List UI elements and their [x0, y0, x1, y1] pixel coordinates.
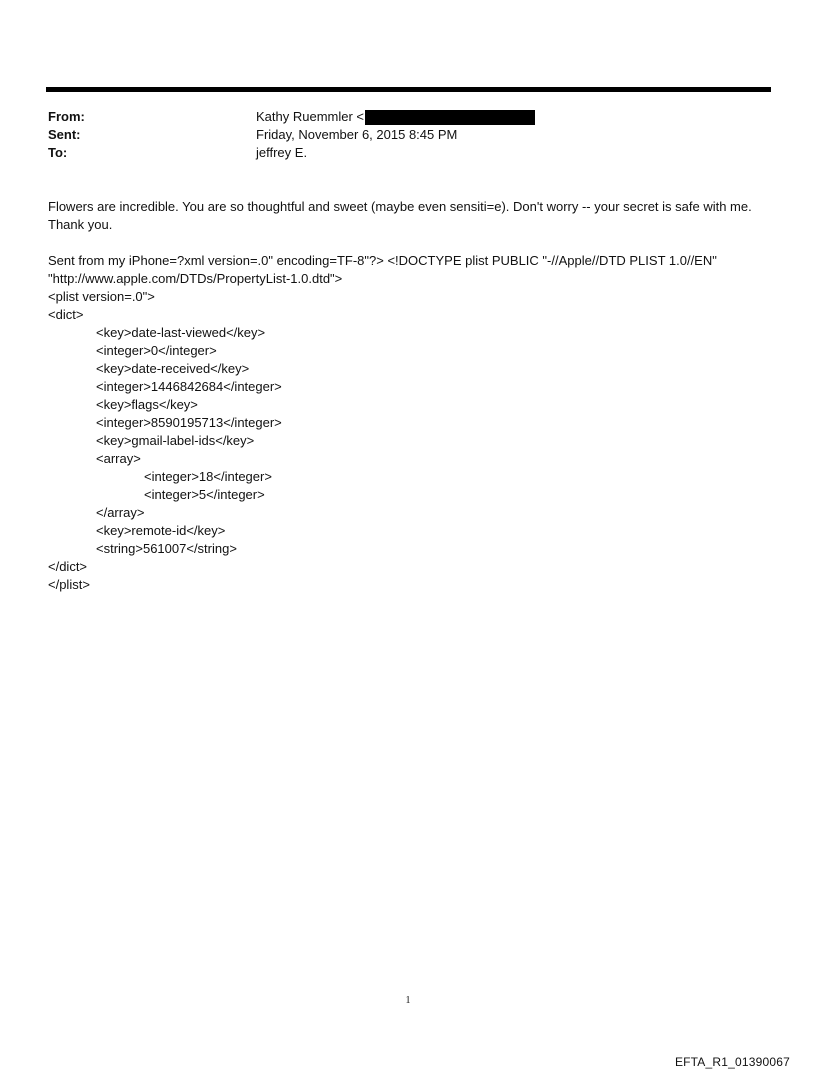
plist-line: <integer>8590195713</integer>	[96, 415, 282, 430]
sent-value: Friday, November 6, 2015 8:45 PM	[256, 127, 458, 142]
plist-line: <key>date-last-viewed</key>	[96, 325, 266, 340]
document-id: EFTA_R1_01390067	[674, 1055, 790, 1069]
plist-line: <key>date-received</key>	[96, 361, 250, 376]
signature-line: Sent from my iPhone=?xml version=.0" encoding=TF-8"?> <!DOCTYPE plist PUBLIC "-//Apple//DTD PLIST 1.0//EN"	[48, 253, 717, 268]
from-value	[256, 108, 535, 126]
dict-close-tag: </dict>	[48, 559, 88, 574]
array-close-tag: </array>	[96, 505, 145, 520]
plist-line: <key>flags</key>	[96, 397, 198, 412]
sent-row	[48, 126, 768, 144]
plist-open-tag: <plist version=.0">	[48, 289, 155, 304]
plist-line: <key>remote-id</key>	[96, 523, 226, 538]
to-row	[48, 144, 768, 162]
sent-label: Sent:	[48, 127, 81, 142]
array-open-tag: <array>	[96, 451, 141, 466]
signature-line-continued: "http://www.apple.com/DTDs/PropertyList-1.0.dtd">	[48, 271, 343, 286]
from-label: From:	[48, 109, 85, 124]
plist-line: <integer>5</integer>	[144, 487, 265, 502]
plist-close-tag: </plist>	[48, 577, 90, 592]
to-label: To:	[48, 145, 68, 160]
sender-name: Kathy Ruemmler <	[256, 109, 365, 124]
plist-line: <integer>0</integer>	[96, 343, 217, 358]
dict-open-tag: <dict>	[48, 307, 84, 322]
redaction-block	[365, 110, 535, 125]
from-row	[48, 108, 768, 126]
to-value: jeffrey E.	[256, 145, 308, 160]
plist-line: <integer>1446842684</integer>	[96, 379, 282, 394]
message-paragraph: Flowers are incredible. You are so thoughtful and sweet (maybe even sensiti=e). Don't worry -- your secret is safe with me. Thank you.	[48, 199, 752, 232]
header-divider	[46, 87, 771, 92]
plist-line: <integer>18</integer>	[144, 469, 272, 484]
plist-line: <key>gmail-label-ids</key>	[96, 433, 255, 448]
plist-line: <string>561007</string>	[96, 541, 237, 556]
page-number: 1	[405, 995, 411, 1006]
